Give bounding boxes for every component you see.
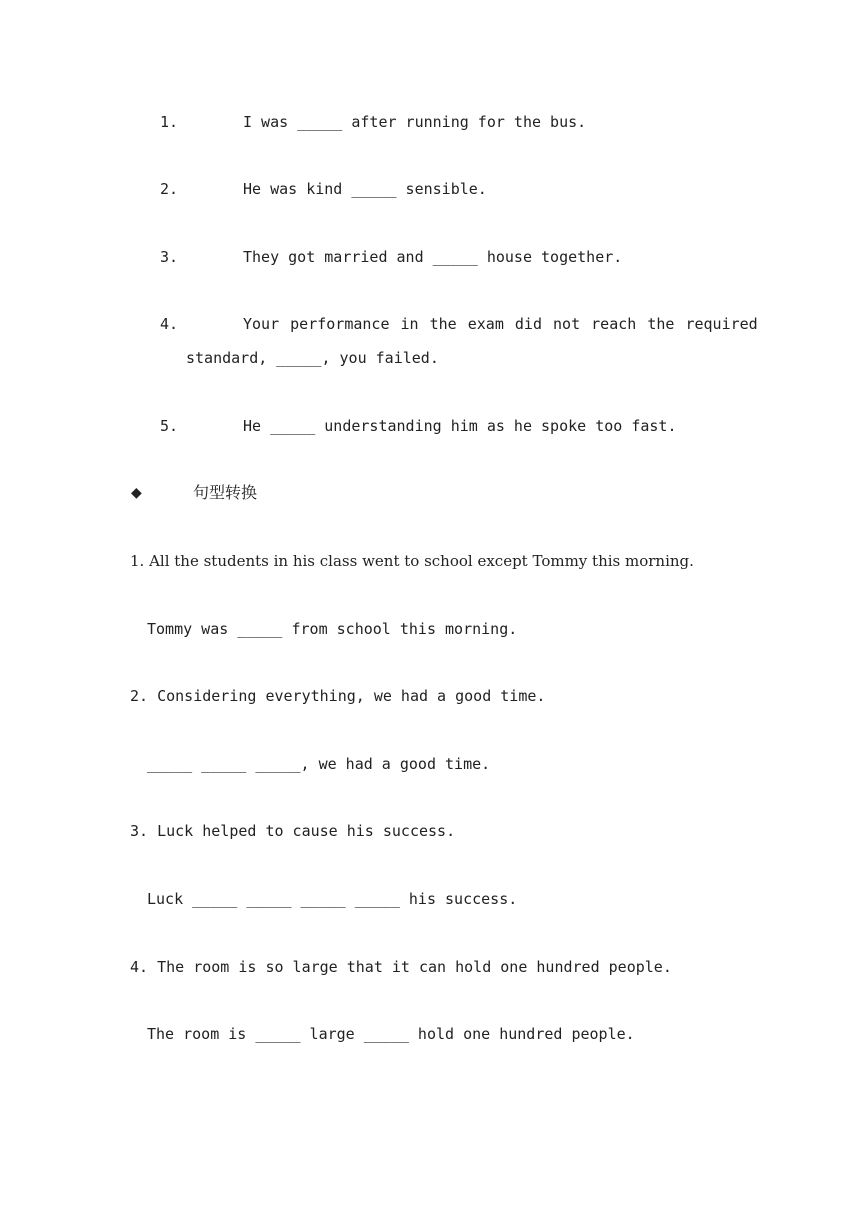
question-text: 3. Luck helped to cause his success. [130, 822, 456, 840]
diamond-bullet-icon: ◆ [131, 485, 142, 501]
item-number: 4. [160, 315, 179, 333]
item-text: He _____ understanding him as he spoke too fast. [243, 417, 677, 435]
question-text: 4. The room is so large that it can hold one hundred people. [130, 958, 672, 976]
item-text: I was _____ after running for the bus. [243, 113, 587, 131]
item-number: 2. [160, 180, 179, 198]
item-text: He was kind _____ sensible. [243, 180, 487, 198]
item-text: Your performance in the exam did not reach the required [243, 315, 758, 333]
answer-line: _____ _____ _____, we had a good time. [147, 755, 491, 773]
question-text: 1. All the students in his class went to school except Tommy this morning. [130, 552, 694, 570]
answer-line: Luck _____ _____ _____ _____ his success. [147, 890, 518, 908]
item-number: 1. [160, 113, 179, 131]
answer-line: The room is _____ large _____ hold one hundred people. [147, 1025, 635, 1043]
item-text-continuation: standard, _____, you failed. [186, 349, 439, 367]
item-number: 5. [160, 417, 179, 435]
section-heading: 句型转换 [193, 483, 258, 502]
item-text: They got married and _____ house together. [243, 248, 623, 266]
question-text: 2. Considering everything, we had a good time. [130, 687, 546, 705]
item-number: 3. [160, 248, 179, 266]
answer-line: Tommy was _____ from school this morning. [147, 620, 518, 638]
